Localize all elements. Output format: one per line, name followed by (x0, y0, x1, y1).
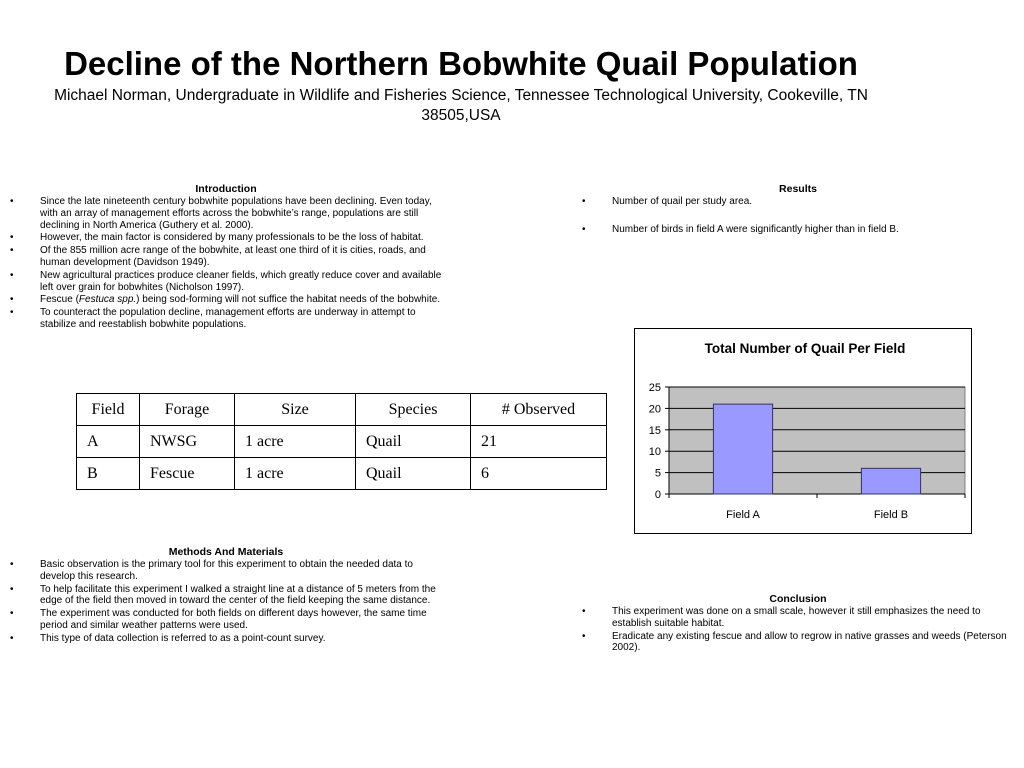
y-tick-label: 15 (648, 424, 661, 437)
list-item: • Basic observation is the primary tool for this experiment to obtain the needed data to develop this research. (0, 559, 444, 583)
results-heading: Results (779, 183, 817, 195)
table-cell: 21 (471, 426, 607, 458)
fescue-text: being sod-forming will not suffice the habitat needs of the bobwhite. (142, 294, 441, 306)
list-item: • Since the late nineteenth century bobwhite populations have been declining. Even today, with an array of management efforts across the bobwhite’s range, populations are still declining in North America (Guthery et al. 2000). (0, 196, 444, 231)
list-item: • This experiment was done on a small scale, however it still emphasizes the need to establish suitable habitat. (572, 606, 1012, 630)
x-tick-label: Field A (726, 509, 760, 521)
table-cell: 1 acre (235, 458, 356, 490)
chart-svg (635, 329, 971, 533)
methods-heading: Methods And Materials (168, 546, 284, 558)
table-cell: 1 acre (235, 426, 356, 458)
y-tick-label: 10 (648, 446, 661, 459)
fescue-prefix: Fescue ( (40, 294, 79, 306)
table-row (77, 426, 607, 458)
table-row (77, 458, 607, 490)
bar (861, 468, 920, 494)
subtitle-line-1: Michael Norman, Undergraduate in Wildlife and Fisheries Science, Tennessee Technological University, Cookeville, TN (54, 87, 868, 104)
table-header: Species (356, 394, 471, 426)
bar-chart (634, 328, 972, 534)
chart-title: Total Number of Quail Per Field (704, 341, 906, 356)
list-item: • New agricultural practices produce cleaner fields, which greatly reduce cover and available left over grain for bobwhites (Nicholson 1997). (0, 270, 444, 294)
list-item: • Number of birds in field A were significantly higher than in field B. (572, 224, 1012, 236)
table-cell: 6 (471, 458, 607, 490)
table-header-row (77, 394, 607, 426)
conclusion-heading: Conclusion (769, 593, 827, 605)
poster-title: Decline of the Northern Bobwhite Quail Population (64, 45, 858, 82)
list-item: • Of the 855 million acre range of the bobwhite, at least one third of it is cities, roads, and human development (Davidson 1949). (0, 245, 444, 269)
table-cell: NWSG (140, 426, 235, 458)
list-item: • However, the main factor is considered by many professionals to be the loss of habitat. (0, 232, 444, 244)
table-cell: Fescue (140, 458, 235, 490)
table-cell: Quail (356, 426, 471, 458)
fescue-suffix: ) (136, 294, 140, 306)
y-tick-label: 25 (648, 382, 661, 394)
table-header: Field (77, 394, 140, 426)
methods-list (0, 559, 444, 646)
y-tick-label: 0 (654, 489, 661, 501)
conclusion-list (572, 606, 1012, 655)
table-cell: B (77, 458, 140, 490)
list-item (0, 294, 444, 306)
table-cell: Quail (356, 458, 471, 490)
list-item: • Number of quail per study area. (572, 196, 1012, 208)
table-cell: A (77, 426, 140, 458)
list-item: • To counteract the population decline, management efforts are underway in attempt to stabilize and reestablish bobwhite populations. (0, 307, 444, 331)
list-item: • Eradicate any existing fescue and allow to regrow in native grasses and weeds (Peterson 2002). (572, 631, 1012, 655)
list-item: • The experiment was conducted for both fields on different days however, the same time period and similar weather patterns were used. (0, 608, 444, 632)
introduction-list (0, 196, 444, 332)
introduction-heading: Introduction (195, 183, 257, 195)
results-list (572, 196, 1012, 237)
y-tick-label: 5 (654, 467, 661, 480)
list-item: • This type of data collection is referred to as a point-count survey. (0, 633, 444, 645)
subtitle-line-2: 38505,USA (421, 107, 501, 124)
y-tick-label: 20 (648, 403, 661, 416)
table-header: Size (235, 394, 356, 426)
fescue-italic: Festuca spp. (78, 294, 137, 306)
table-header: Forage (140, 394, 235, 426)
observation-table (76, 393, 607, 490)
poster-subtitle (0, 86, 922, 126)
list-item: • To help facilitate this experiment I walked a straight line at a distance of 5 meters from the edge of the field then moved in toward the center of the field keeping the same distance. (0, 584, 444, 608)
bar (713, 404, 772, 494)
table-header: # Observed (471, 394, 607, 426)
x-tick-label: Field B (873, 509, 909, 521)
